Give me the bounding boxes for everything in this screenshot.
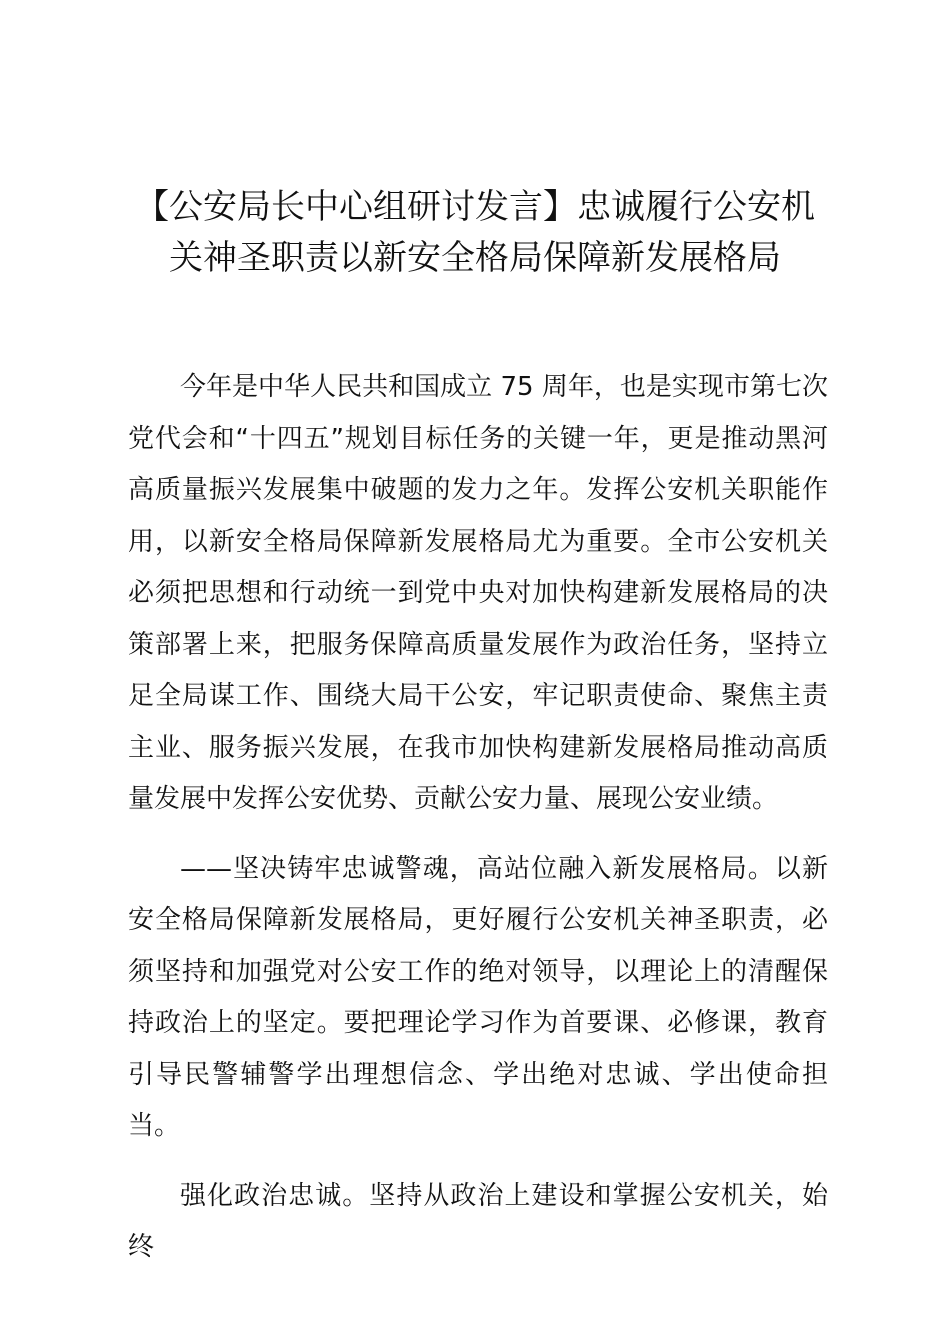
body-paragraph-2: ——坚决铸牢忠诚警魂，高站位融入新发展格局。以新安全格局保障新发展格局，更好履行公安机关神圣职责，必须坚持和加强党对公安工作的绝对领导，以理论上的清醒保持政治上的坚定。要把理论学习作为首要课、必修课，教育引导民警辅警学出理想信念、学出绝对忠诚、学出使命担当。: [128, 853, 828, 1141]
title-line-2: 关神圣职责以新安全格局保障新发展格局: [169, 238, 781, 278]
body-paragraph-3: 强化政治忠诚。坚持从政治上建设和掌握公安机关，始终: [128, 1180, 828, 1262]
body-paragraph-1: 今年是中华人民共和国成立 75 周年，也是实现市第七次党代会和“十四五”规划目标任务的关键一年，更是推动黑河高质量振兴发展集中破题的发力之年。发挥公安机关职能作用，以新安全格局保障新发展格局尤为重要。全市公安机关必须把思想和行动统一到党中央对加快构建新发展格局的决策部署上来，把服务保障高质量发展作为政治任务，坚持立足全局谋工作、围绕大局干公安，牢记职责使命、聚焦主责主业、服务振兴发展，在我市加快构建新发展格局推动高质量发展中发挥公安优势、贡献公安力量、展现公安业绩。: [128, 372, 828, 814]
title-line-1: 【公安局长中心组研讨发言】忠诚履行公安机: [135, 187, 815, 227]
document-title: [100, 182, 850, 284]
document-body: [128, 362, 828, 1274]
